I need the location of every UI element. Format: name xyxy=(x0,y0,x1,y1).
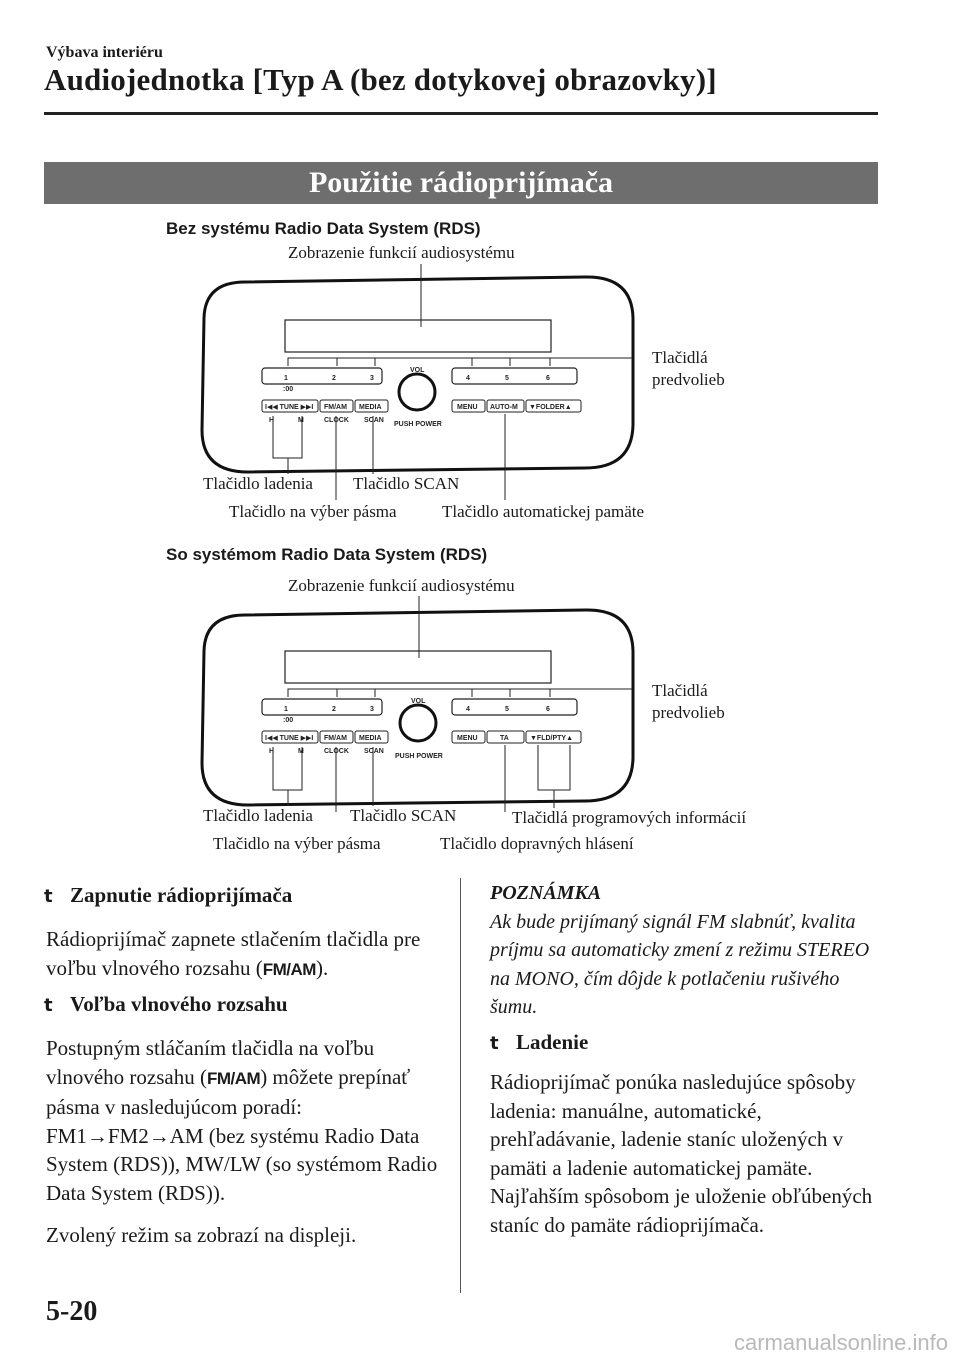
title-rule xyxy=(44,112,878,115)
paragraph-display-mode: Zvolený režim sa zobrazí na displeji. xyxy=(46,1223,357,1247)
menu-button-label: MENU xyxy=(457,404,478,411)
heading-radio-on xyxy=(44,883,292,908)
paragraph-band-select-text-b: ) môžete prepínať pásma v nasledujúcom poradí: FM1→FM2→AM (bez systému Radio Data System (RDS)), MW/LW (so systémom Radio Data System (RDS)). xyxy=(46,1064,438,1205)
preset-group-left xyxy=(262,699,382,715)
preset-group-right xyxy=(452,368,577,384)
paragraph-radio-on-text-b: ). xyxy=(315,955,329,980)
volume-knob xyxy=(400,705,436,741)
diagram1-label-tune: Tlačidlo ladenia xyxy=(203,474,313,493)
sublabel-scan: SCAN xyxy=(364,748,384,755)
vol-label: VOL xyxy=(411,698,426,705)
paragraph-band-select-text-a: Postupným stláčaním tlačidla na voľbu vlnového rozsahu ( xyxy=(46,1036,375,1089)
diagram1-label-preset-2: predvolieb xyxy=(652,370,725,389)
tune-button-label: I◀◀ TUNE ▶▶I xyxy=(265,404,314,411)
heading-band-select-text: Voľba vlnového rozsahu xyxy=(70,992,288,1016)
clock-label: :00 xyxy=(283,386,294,393)
preset-button-2: 2 xyxy=(332,375,336,382)
diagram1-label-preset-1: Tlačidlá xyxy=(652,348,708,367)
preset-button-1: 1 xyxy=(284,706,288,713)
diagram2-label-display: Zobrazenie funkcií audiosystému xyxy=(288,576,515,595)
ta-button-label: TA xyxy=(500,735,509,742)
fmam-button-glyph: FM/AM xyxy=(262,959,316,979)
heading-tuning-text: Ladenie xyxy=(516,1030,589,1054)
diagram2-label-scan: Tlačidlo SCAN xyxy=(350,806,457,825)
fld-pty-button-label: ▼FLD/PTY▲ xyxy=(530,735,574,742)
preset-button-4: 4 xyxy=(466,706,470,713)
preset-button-5: 5 xyxy=(505,706,509,713)
radio-panel-diagram-2 xyxy=(190,594,650,812)
heading-tuning xyxy=(490,1030,588,1055)
display-window xyxy=(285,651,551,683)
tune-button-label: I◀◀ TUNE ▶▶I xyxy=(265,735,314,742)
preset-button-3: 3 xyxy=(370,375,374,382)
push-power-label: PUSH POWER xyxy=(394,421,442,428)
sublabel-m: M xyxy=(298,748,304,755)
paragraph-band-select xyxy=(46,1034,446,1207)
push-power-label: PUSH POWER xyxy=(395,753,443,760)
paragraph-radio-on xyxy=(46,925,446,984)
display-window xyxy=(285,320,551,352)
heading-radio-on-text: Zapnutie rádioprijímača xyxy=(70,883,293,907)
media-button-label: MEDIA xyxy=(359,404,382,411)
watermark: carmanualsonline.info xyxy=(733,1330,948,1355)
menu-button-label: MENU xyxy=(457,735,478,742)
page-number: 5-20 xyxy=(46,1296,98,1327)
sublabel-h: H xyxy=(269,417,275,424)
heading-band-select xyxy=(44,992,288,1017)
vol-label: VOL xyxy=(410,367,425,374)
volume-knob xyxy=(399,374,435,410)
preset-button-1: 1 xyxy=(284,375,288,382)
fmam-button-glyph: FM/AM xyxy=(206,1068,261,1088)
preset-button-6: 6 xyxy=(546,375,550,382)
page-title: Audiojednotka [Typ A (bez dotykovej obrazovky)] xyxy=(44,62,717,97)
preset-button-2: 2 xyxy=(332,706,336,713)
diagram1-title: Bez systému Radio Data System (RDS) xyxy=(166,219,481,238)
sublabel-m: M xyxy=(298,417,304,424)
fmam-button-label: FM/AM xyxy=(324,735,347,742)
diagram2-label-band: Tlačidlo na výber pásma xyxy=(213,834,381,853)
diagram2-title: So systémom Radio Data System (RDS) xyxy=(166,545,488,564)
section-marker-icon: t xyxy=(490,1033,499,1054)
note-title: POZNÁMKA xyxy=(490,882,602,904)
diagram2-label-pty: Tlačidlá programových informácií xyxy=(512,808,747,827)
preset-group-right xyxy=(452,699,577,715)
section-marker-icon: t xyxy=(44,995,53,1016)
auto-m-button-label: AUTO-M xyxy=(490,404,518,411)
diagram1-label-display: Zobrazenie funkcií audiosystému xyxy=(288,243,515,262)
diagram2-label-ta: Tlačidlo dopravných hlásení xyxy=(440,834,634,853)
sublabel-scan: SCAN xyxy=(364,417,384,424)
preset-group-left xyxy=(262,368,382,384)
diagram2-label-preset-1: Tlačidlá xyxy=(652,681,708,700)
diagram2-label-tune: Tlačidlo ladenia xyxy=(203,806,313,825)
radio-panel-diagram-1 xyxy=(190,262,650,506)
preset-button-5: 5 xyxy=(505,375,509,382)
preset-button-3: 3 xyxy=(370,706,374,713)
diagram1-label-scan: Tlačidlo SCAN xyxy=(353,474,460,493)
paragraph-radio-on-text-a: Rádioprijímač zapnete stlačením tlačidla pre voľbu vlnového rozsahu ( xyxy=(46,927,421,980)
note-block xyxy=(490,879,885,1022)
diagram2-label-preset-2: predvolieb xyxy=(652,703,725,722)
sublabel-clock: CLOCK xyxy=(324,748,349,755)
media-button-label: MEDIA xyxy=(359,735,382,742)
note-text: Ak bude prijímaný signál FM slabnúť, kvalita príjmu sa automaticky zmení z režimu STEREO na MONO, čím dôjde k potlačeniu rušivého šumu. xyxy=(490,910,870,1018)
diagram1-label-auto-memory: Tlačidlo automatickej pamäte xyxy=(442,502,645,521)
sublabel-clock: CLOCK xyxy=(324,417,349,424)
preset-button-6: 6 xyxy=(546,706,550,713)
preset-button-4: 4 xyxy=(466,375,470,382)
paragraph-tuning: Rádioprijímač ponúka nasledujúce spôsoby ladenia: manuálne, automatické, prehľadávanie, ladenie staníc uložených v pamäti a ladenie automatickej pamäte. Najľahším spôsobom je uloženie obľúbených staníc do pamäte rádioprijímača. xyxy=(490,1070,873,1237)
section-banner: Použitie rádioprijímača xyxy=(44,162,878,204)
diagram1-label-band: Tlačidlo na výber pásma xyxy=(229,502,397,521)
section-marker-icon: t xyxy=(44,886,53,907)
breadcrumb: Výbava interiéru xyxy=(46,44,163,61)
column-divider xyxy=(460,878,461,1293)
fmam-button-label: FM/AM xyxy=(324,404,347,411)
clock-label: :00 xyxy=(283,717,294,724)
sublabel-h: H xyxy=(269,748,275,755)
folder-button-label: ▼FOLDER▲ xyxy=(529,404,572,411)
